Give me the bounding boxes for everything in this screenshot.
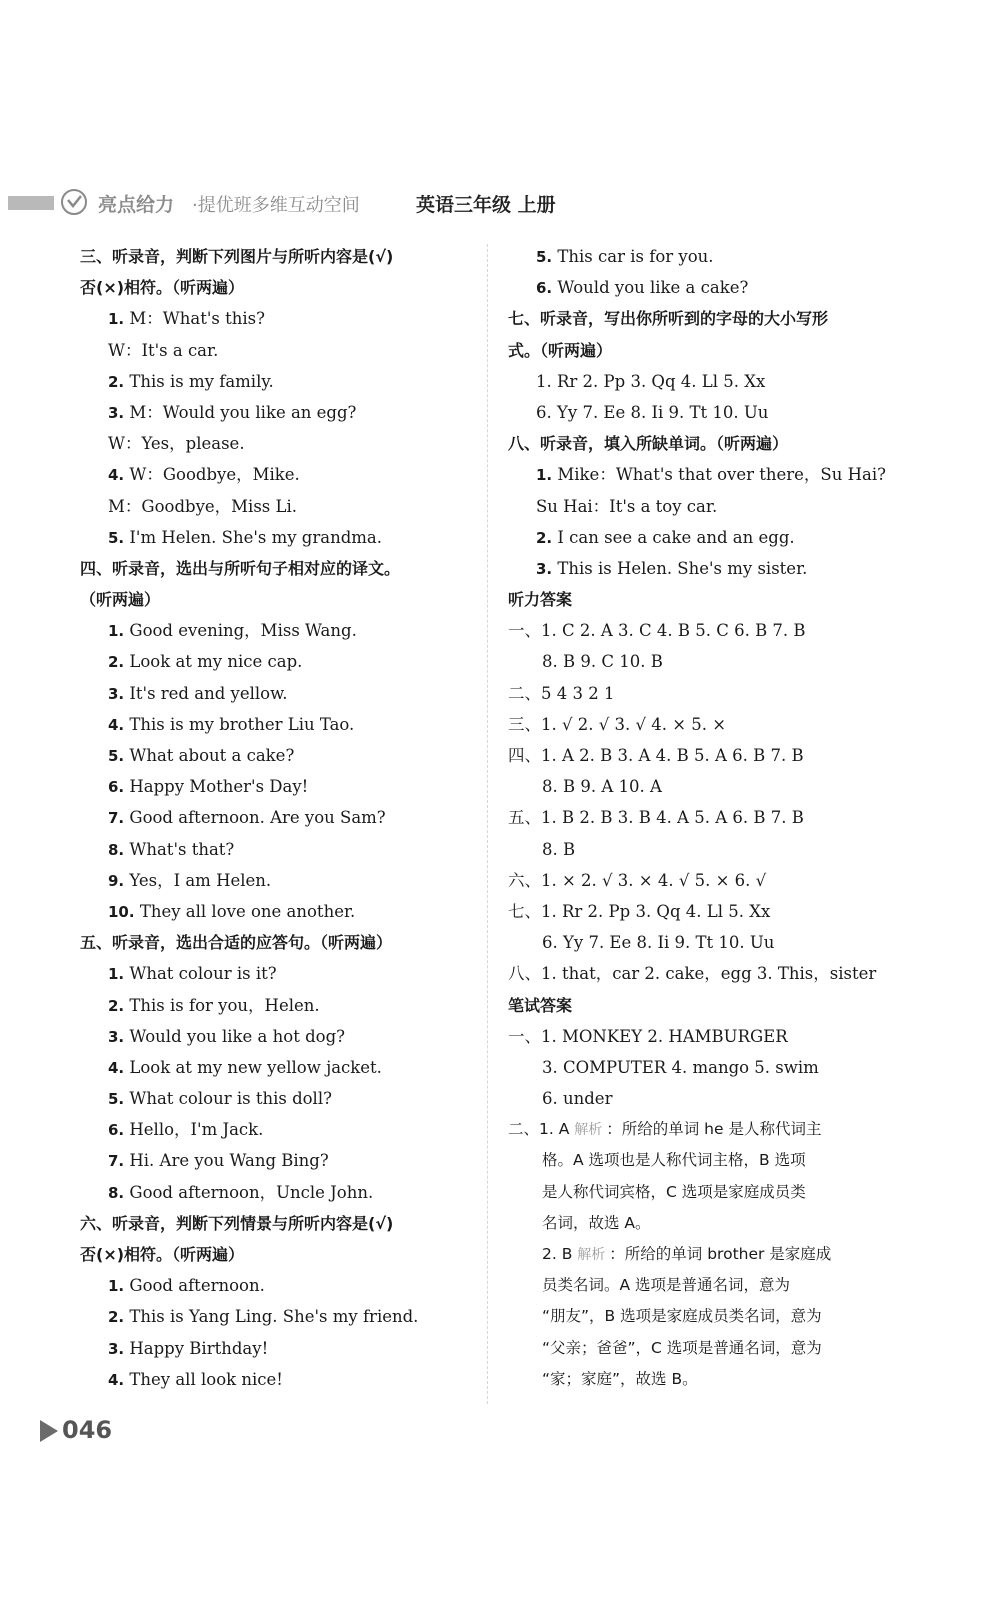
line-text: 8. B bbox=[542, 839, 576, 859]
line-text: 是人称代词宾格，C 选项是家庭成员类 bbox=[542, 1182, 806, 1201]
item-number: 4. bbox=[108, 1058, 125, 1077]
text-line bbox=[80, 771, 485, 802]
line-text: They all look nice! bbox=[124, 1369, 283, 1389]
line-text: 一、1. MONKEY 2. HAMBURGER bbox=[508, 1026, 788, 1046]
item-number: 8. bbox=[108, 1183, 125, 1202]
line-text: ：所给的单词 brother 是家庭成 bbox=[609, 1245, 832, 1263]
line-text: This is Helen. She's my sister. bbox=[552, 558, 808, 578]
line-text: 6. Yy 7. Ee 8. Ii 9. Tt 10. Uu bbox=[536, 402, 769, 422]
text-line bbox=[508, 303, 903, 334]
text-line bbox=[508, 522, 903, 553]
text-line bbox=[80, 1333, 485, 1364]
text-line bbox=[508, 335, 903, 366]
text-line bbox=[80, 1301, 485, 1332]
item-number: 2. bbox=[108, 1308, 125, 1327]
line-text: 六、听录音，判断下列情景与所听内容是(√) bbox=[80, 1213, 394, 1233]
text-line bbox=[80, 335, 485, 366]
text-line bbox=[508, 272, 903, 303]
analysis-tag: 解析 bbox=[574, 1122, 603, 1139]
page-header bbox=[8, 188, 648, 220]
item-number: 6. bbox=[108, 1121, 125, 1140]
line-text: Look at my new yellow jacket. bbox=[124, 1057, 382, 1077]
text-line bbox=[508, 1270, 903, 1301]
text-line bbox=[80, 834, 485, 865]
line-text: M：What's this? bbox=[124, 309, 265, 329]
line-text: Would you like a hot dog? bbox=[124, 1026, 345, 1046]
line-text: They all love one another. bbox=[134, 901, 356, 921]
line-text: I can see a cake and an egg. bbox=[552, 527, 795, 547]
text-line bbox=[508, 241, 903, 272]
line-text: This car is for you. bbox=[552, 247, 714, 266]
text-line bbox=[80, 709, 485, 740]
line-text: 五、1. B 2. B 3. B 4. A 5. A 6. B 7. B bbox=[508, 808, 804, 828]
line-text: W：It's a car. bbox=[108, 340, 219, 360]
line-text: Good afternoon，Uncle John. bbox=[124, 1182, 374, 1202]
item-number: 3. bbox=[108, 403, 125, 422]
line-text: （听两遍） bbox=[80, 590, 161, 610]
line-text: 否(×)相符。（听两遍） bbox=[80, 1245, 245, 1264]
text-line bbox=[508, 459, 903, 490]
text-line bbox=[80, 678, 485, 709]
text-line bbox=[80, 802, 485, 833]
text-line bbox=[80, 740, 485, 771]
line-text: 3. COMPUTER 4. mango 5. swim bbox=[542, 1057, 819, 1077]
line-text: Look at my nice cap. bbox=[124, 652, 303, 672]
text-line bbox=[508, 958, 903, 989]
line-text: 二、5 4 3 2 1 bbox=[508, 683, 615, 703]
text-line bbox=[508, 615, 903, 646]
line-text: 名词，故选 A。 bbox=[542, 1213, 651, 1232]
item-number: 3. bbox=[108, 1027, 125, 1046]
item-number: 1. bbox=[536, 466, 553, 485]
item-number: 4. bbox=[108, 1370, 125, 1389]
text-line bbox=[508, 366, 903, 397]
column-divider bbox=[487, 244, 488, 1404]
line-text: Good afternoon. Are you Sam? bbox=[124, 808, 386, 828]
text-line bbox=[80, 865, 485, 896]
line-text: M：Would you like an egg? bbox=[124, 402, 357, 422]
brand-logo-icon bbox=[60, 188, 88, 216]
item-number: 7. bbox=[108, 1152, 125, 1171]
line-text: This is for you，Helen. bbox=[124, 995, 320, 1015]
text-line bbox=[508, 646, 903, 677]
answer-prefix: 2. B bbox=[542, 1245, 578, 1263]
line-text: Su Hai：It's a toy car. bbox=[536, 496, 718, 516]
line-text: Happy Mother's Day! bbox=[124, 777, 309, 797]
line-text: 七、1. Rr 2. Pp 3. Qq 4. Ll 5. Xx bbox=[508, 901, 771, 921]
item-number: 3. bbox=[108, 1339, 125, 1358]
item-number: 5. bbox=[536, 248, 553, 266]
text-line bbox=[508, 584, 903, 615]
book-title: 英语三年级 上册 bbox=[416, 194, 556, 216]
line-text: 三、听录音，判断下列图片与所听内容是(√) bbox=[80, 247, 394, 266]
text-line bbox=[508, 740, 903, 771]
text-line bbox=[80, 584, 485, 615]
analysis-tag: 解析 bbox=[577, 1247, 606, 1263]
line-text: 八、听录音，填入所缺单词。（听两遍） bbox=[508, 434, 789, 454]
line-text: 8. B 9. C 10. B bbox=[542, 652, 663, 672]
text-line bbox=[508, 397, 903, 428]
line-text: 6. Yy 7. Ee 8. Ii 9. Tt 10. Uu bbox=[542, 933, 775, 953]
item-number: 5. bbox=[108, 1090, 125, 1109]
text-line bbox=[80, 366, 485, 397]
text-line bbox=[80, 459, 485, 490]
text-line bbox=[508, 1052, 903, 1083]
line-text: What colour is this doll? bbox=[124, 1089, 332, 1109]
text-line bbox=[508, 990, 903, 1021]
text-line bbox=[508, 896, 903, 927]
line-text: Yes，I am Helen. bbox=[124, 870, 272, 890]
item-number: 2. bbox=[108, 996, 125, 1015]
text-line bbox=[508, 1021, 903, 1052]
text-line bbox=[80, 1052, 485, 1083]
item-number: 2. bbox=[536, 528, 553, 547]
text-line bbox=[80, 428, 485, 459]
line-text: 员类名词。A 选项是普通名词，意为 bbox=[542, 1276, 791, 1295]
text-line bbox=[80, 615, 485, 646]
text-line bbox=[80, 1114, 485, 1145]
text-line bbox=[508, 1239, 903, 1270]
item-number: 6. bbox=[108, 778, 125, 797]
brand-name: 亮点给力 bbox=[98, 194, 175, 216]
item-number: 4. bbox=[108, 466, 125, 485]
item-number: 6. bbox=[536, 279, 553, 298]
line-text: 听力答案 bbox=[508, 590, 573, 610]
text-line bbox=[508, 1333, 903, 1364]
line-text: 四、听录音，选出与所听句子相对应的译文。 bbox=[80, 558, 401, 578]
text-line bbox=[80, 1364, 485, 1395]
text-line bbox=[508, 709, 903, 740]
text-line bbox=[508, 1083, 903, 1114]
line-text: 一、1. C 2. A 3. C 4. B 5. C 6. B 7. B bbox=[508, 621, 806, 641]
item-number: 9. bbox=[108, 871, 125, 890]
item-number: 2. bbox=[108, 653, 125, 672]
text-line bbox=[508, 428, 903, 459]
left-column bbox=[80, 241, 485, 1395]
text-line bbox=[80, 522, 485, 553]
text-line bbox=[508, 1177, 903, 1208]
text-line bbox=[508, 927, 903, 958]
text-line bbox=[508, 1145, 903, 1176]
line-text: 8. B 9. A 10. A bbox=[542, 777, 662, 797]
answer-prefix: 二、1. A bbox=[508, 1120, 575, 1139]
line-text: 七、听录音，写出你所听到的字母的大小写形 bbox=[508, 309, 829, 329]
line-text: W：Yes，please. bbox=[108, 434, 245, 454]
line-text: This is my brother Liu Tao. bbox=[124, 714, 355, 734]
line-text: Good afternoon. bbox=[124, 1276, 265, 1296]
item-number: 4. bbox=[108, 715, 125, 734]
line-text: Hello，I'm Jack. bbox=[124, 1120, 264, 1140]
text-line bbox=[508, 834, 903, 865]
line-text: Mike：What's that over there，Su Hai? bbox=[552, 465, 886, 485]
item-number: 1. bbox=[108, 622, 125, 641]
text-line bbox=[508, 491, 903, 522]
text-line bbox=[80, 397, 485, 428]
line-text: M：Goodbye，Miss Li. bbox=[108, 496, 297, 516]
line-text: This is Yang Ling. She's my friend. bbox=[124, 1307, 419, 1327]
item-number: 5. bbox=[108, 528, 125, 547]
right-column bbox=[508, 241, 903, 1395]
text-line bbox=[80, 646, 485, 677]
line-text: It's red and yellow. bbox=[124, 683, 288, 703]
line-text: “朋友”，B 选项是家庭成员类名词，意为 bbox=[542, 1307, 822, 1326]
text-line bbox=[508, 802, 903, 833]
text-line bbox=[80, 1145, 485, 1176]
text-line bbox=[80, 272, 485, 303]
text-line bbox=[80, 1083, 485, 1114]
line-text: “家；家庭”，故选 B。 bbox=[542, 1369, 698, 1388]
header-bar bbox=[8, 196, 54, 210]
text-line bbox=[80, 958, 485, 989]
line-text: Would you like a cake? bbox=[552, 278, 749, 298]
line-text: 式。（听两遍） bbox=[508, 340, 613, 360]
text-line bbox=[80, 303, 485, 334]
item-number: 8. bbox=[108, 840, 125, 859]
line-text: This is my family. bbox=[124, 371, 274, 391]
text-line bbox=[508, 1301, 903, 1332]
item-number: 2. bbox=[108, 372, 125, 391]
line-text: What colour is it? bbox=[124, 964, 277, 984]
line-text: ：所给的单词 he 是人称代词主 bbox=[606, 1120, 822, 1139]
text-line bbox=[80, 553, 485, 584]
line-text: 格。A 选项也是人称代词主格，B 选项 bbox=[542, 1151, 806, 1170]
text-line bbox=[80, 241, 485, 272]
text-line bbox=[508, 1364, 903, 1395]
item-number: 1. bbox=[108, 1277, 125, 1296]
line-text: 笔试答案 bbox=[508, 995, 573, 1015]
item-number: 1. bbox=[108, 965, 125, 984]
item-number: 5. bbox=[108, 747, 125, 765]
item-number: 3. bbox=[536, 559, 553, 578]
line-text: What about a cake? bbox=[124, 746, 295, 765]
line-text: 八、1. that，car 2. cake，egg 3. This，sister bbox=[508, 964, 877, 984]
line-text: Happy Birthday! bbox=[124, 1338, 269, 1358]
text-line bbox=[508, 865, 903, 896]
line-text: 三、1. √ 2. √ 3. √ 4. × 5. × bbox=[508, 714, 727, 734]
text-line bbox=[80, 491, 485, 522]
line-text: 6. under bbox=[542, 1089, 613, 1109]
text-line bbox=[508, 1208, 903, 1239]
page-arrow-icon bbox=[40, 1420, 58, 1442]
text-line bbox=[80, 1208, 485, 1239]
item-number: 1. bbox=[108, 310, 125, 329]
line-text: 四、1. A 2. B 3. A 4. B 5. A 6. B 7. B bbox=[508, 746, 804, 765]
item-number: 10. bbox=[108, 902, 135, 921]
line-text: 五、听录音，选出合适的应答句。（听两遍） bbox=[80, 933, 393, 953]
brand-subtitle: ·提优班多维互动空间 bbox=[192, 195, 360, 216]
line-text: 否(×)相符。（听两遍） bbox=[80, 278, 245, 298]
item-number: 7. bbox=[108, 809, 125, 828]
line-text: W：Goodbye，Mike. bbox=[124, 465, 300, 485]
item-number: 3. bbox=[108, 684, 125, 703]
page-number-text: 046 bbox=[62, 1416, 113, 1444]
line-text: I'm Helen. She's my grandma. bbox=[124, 527, 383, 547]
line-text: “父亲；爸爸”，C 选项是普通名词，意为 bbox=[542, 1338, 822, 1357]
text-line bbox=[80, 927, 485, 958]
text-line bbox=[508, 1114, 903, 1145]
line-text: 1. Rr 2. Pp 3. Qq 4. Ll 5. Xx bbox=[536, 371, 766, 391]
line-text: What's that? bbox=[124, 839, 235, 859]
text-line bbox=[80, 990, 485, 1021]
line-text: Good evening，Miss Wang. bbox=[124, 621, 357, 641]
text-line bbox=[80, 896, 485, 927]
text-line bbox=[80, 1021, 485, 1052]
text-line bbox=[508, 771, 903, 802]
line-text: Hi. Are you Wang Bing? bbox=[124, 1151, 329, 1171]
text-line bbox=[80, 1177, 485, 1208]
text-line bbox=[80, 1270, 485, 1301]
text-line bbox=[508, 678, 903, 709]
text-line bbox=[508, 553, 903, 584]
line-text: 六、1. × 2. √ 3. × 4. √ 5. × 6. √ bbox=[508, 870, 767, 890]
text-line bbox=[80, 1239, 485, 1270]
